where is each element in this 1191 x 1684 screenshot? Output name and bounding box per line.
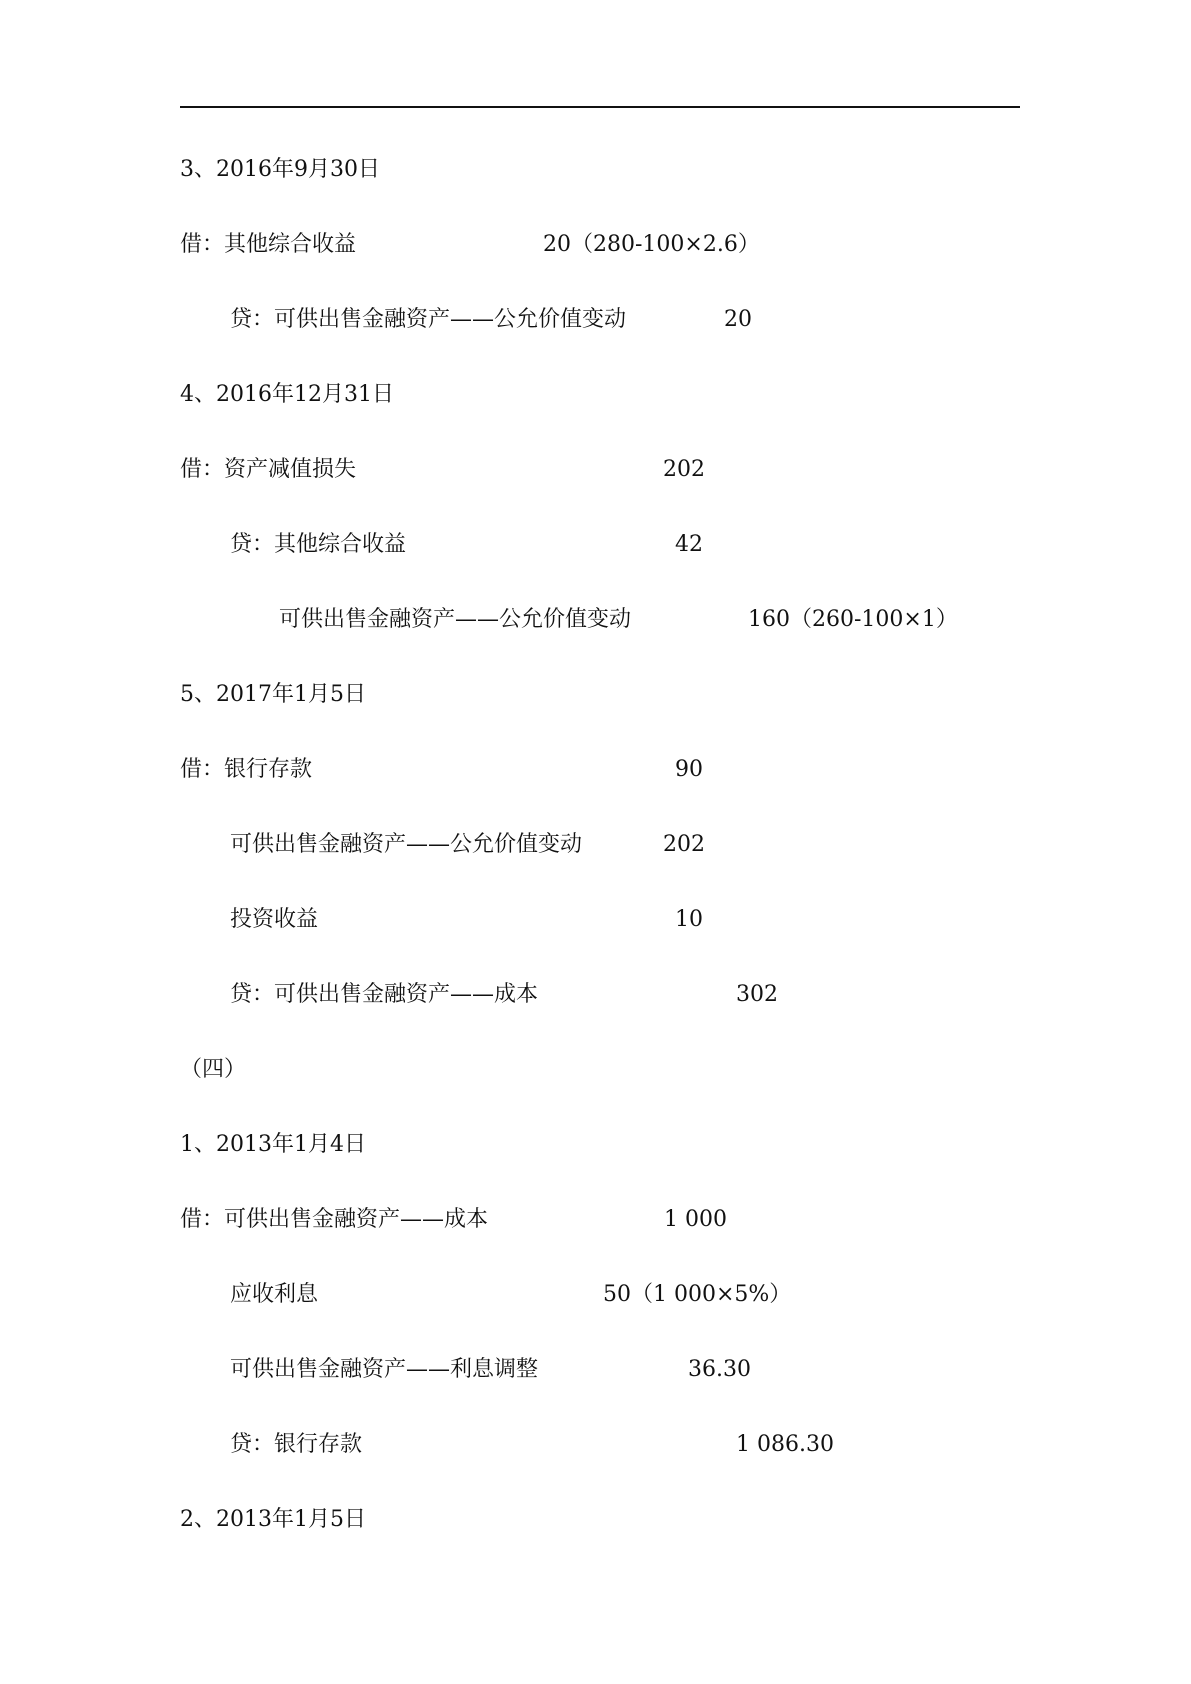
line-label: 可供出售金融资产——利息调整 (230, 1357, 539, 1382)
section-heading (0, 1055, 1191, 1085)
line-amount: 1 086.30 (736, 1432, 834, 1457)
debit-entry (0, 1280, 1191, 1310)
credit-entry (0, 980, 1191, 1010)
credit-entry (0, 530, 1191, 560)
section-date (0, 680, 1191, 710)
debit-entry (0, 230, 1191, 260)
line-label: 投资收益 (230, 907, 319, 932)
line-label: 可供出售金融资产——公允价值变动 (230, 832, 583, 857)
line-label: 贷：银行存款 (230, 1432, 363, 1457)
line-amount: 36.30 (688, 1357, 751, 1382)
line-amount: 20（280-100×2.6） (543, 232, 760, 257)
line-label: 借：资产减值损失 (180, 457, 357, 482)
line-label: 可供出售金融资产——公允价值变动 (279, 607, 632, 632)
line-amount: 90 (675, 757, 703, 782)
line-amount: 302 (736, 982, 778, 1007)
section-date (0, 1130, 1191, 1160)
line-label: 2、2013年1月5日 (180, 1507, 366, 1532)
debit-entry (0, 1205, 1191, 1235)
line-label: 贷：可供出售金融资产——公允价值变动 (230, 307, 627, 332)
section-date (0, 155, 1191, 185)
credit-entry (0, 605, 1191, 635)
line-label: 借：银行存款 (180, 757, 313, 782)
line-amount: 160（260-100×1） (748, 607, 958, 632)
line-label: 4、2016年12月31日 (180, 382, 394, 407)
credit-entry (0, 1430, 1191, 1460)
line-amount: 50（1 000×5%） (603, 1282, 792, 1307)
credit-entry (0, 305, 1191, 335)
line-amount: 202 (663, 457, 705, 482)
line-amount: 202 (663, 832, 705, 857)
line-amount: 10 (675, 907, 703, 932)
line-amount: 42 (675, 532, 703, 557)
line-label: 3、2016年9月30日 (180, 157, 380, 182)
line-label: 借：可供出售金融资产——成本 (180, 1207, 489, 1232)
line-label: （四） (180, 1057, 247, 1082)
debit-entry (0, 905, 1191, 935)
line-label: 5、2017年1月5日 (180, 682, 366, 707)
line-label: 1、2013年1月4日 (180, 1132, 366, 1157)
section-date (0, 380, 1191, 410)
debit-entry (0, 830, 1191, 860)
line-label: 应收利息 (230, 1282, 319, 1307)
section-date (0, 1505, 1191, 1535)
line-label: 贷：其他综合收益 (230, 532, 407, 557)
header-rule (180, 106, 1020, 108)
line-amount: 1 000 (664, 1207, 727, 1232)
line-label: 贷：可供出售金融资产——成本 (230, 982, 539, 1007)
line-label: 借：其他综合收益 (180, 232, 357, 257)
debit-entry (0, 755, 1191, 785)
debit-entry (0, 455, 1191, 485)
debit-entry (0, 1355, 1191, 1385)
line-amount: 20 (724, 307, 752, 332)
